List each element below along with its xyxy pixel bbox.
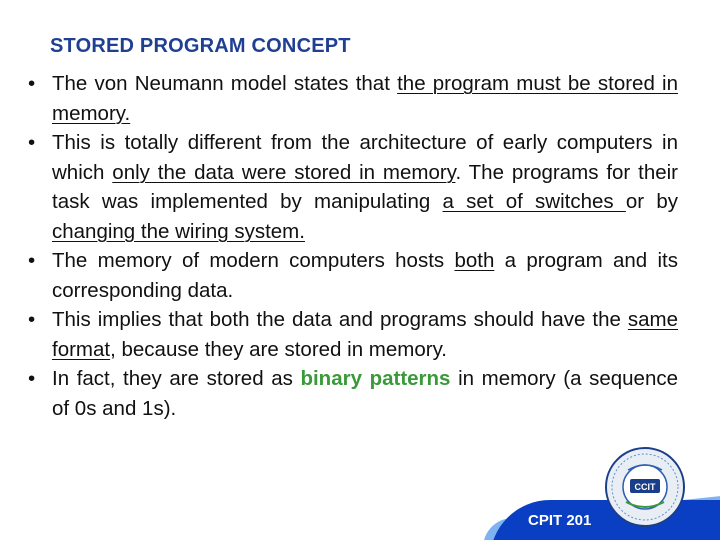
bullet-text: The von Neumann model states that — [52, 72, 398, 95]
underlined-text: same format — [52, 308, 678, 361]
bullet-text: or by — [625, 190, 678, 213]
bullet-text: This implies that both the data and programs should have the — [52, 308, 628, 331]
bullet-text: The memory of modern computers hosts — [52, 249, 455, 272]
bullet-text: in memory (a sequence of 0s and 1s). — [52, 367, 678, 420]
underlined-text: changing the wiring system. — [52, 219, 305, 243]
bullet-icon: • — [28, 367, 36, 390]
bullet-text: In fact, they are stored as — [52, 367, 301, 390]
underlined-text: only the data were stored in memory — [112, 160, 456, 184]
bullet-icon: • — [28, 249, 36, 272]
university-seal-icon — [604, 446, 686, 528]
bullet-text: a program and its corresponding data. — [52, 249, 678, 302]
bullet-text: This is totally different from the architecture of early computers in which — [52, 131, 678, 184]
bullet-icon: • — [28, 308, 36, 331]
bullet-text: . The programs for their task was implemented by manipulating — [52, 160, 678, 213]
bullet-item — [28, 246, 678, 305]
bullet-item — [28, 69, 678, 128]
logo-text: CCIT — [634, 482, 656, 492]
underlined-text: the program must be stored in memory. — [52, 72, 678, 125]
bullet-item — [28, 364, 678, 423]
slide-title: STORED PROGRAM CONCEPT — [50, 35, 351, 57]
bullet-list — [28, 69, 678, 423]
underlined-text: both — [454, 249, 495, 272]
bullet-item — [28, 128, 678, 246]
bullet-icon: • — [28, 72, 36, 95]
bullet-icon: • — [28, 131, 36, 154]
highlighted-text: binary patterns — [300, 367, 451, 390]
bullet-item — [28, 305, 678, 364]
course-code: CPIT 201 — [528, 512, 592, 529]
underlined-text: a set of switches — [442, 190, 626, 213]
bullet-text: , because they are stored in memory. — [110, 337, 447, 361]
